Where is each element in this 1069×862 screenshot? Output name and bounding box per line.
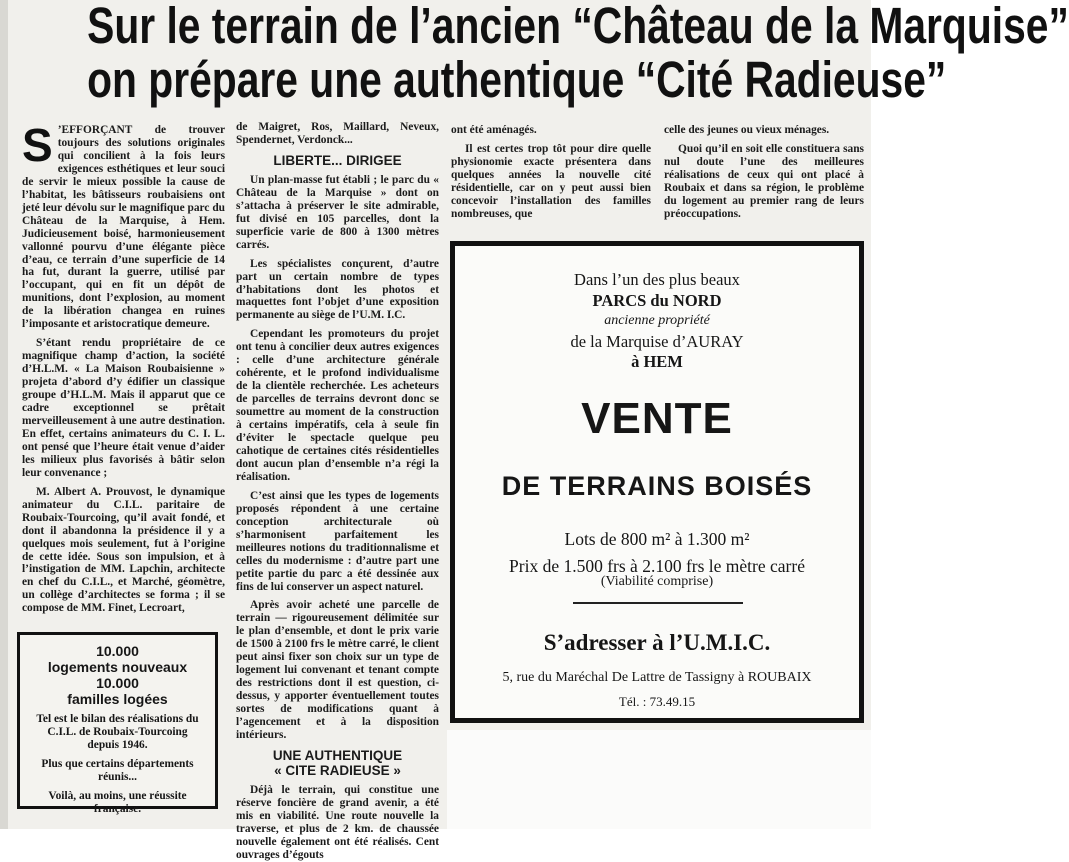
drop-cap: S: [22, 119, 53, 171]
subheading-liberte-dirigee: LIBERTE... DIRIGEE: [273, 152, 402, 168]
ad-prix: Prix de 1.500 frs à 2.100 frs le mètre carré: [509, 556, 805, 576]
advertisement-box: [450, 241, 864, 723]
subheading-line: « CITE RADIEUSE »: [274, 762, 401, 778]
paragraph: Après avoir acheté une parcelle de terrain — rigoureusement délimitée sur le plan d’ensemble, et dont le prix varie de 1500 à 2100 frs le mètre carré, le client peut ainsi fixer son choix sur un type de logement lui convenant et tenant compte des restrictions dont il est question, ci-dessus, y apporter éventuellement toutes sortes de modifications quant à l’agencement et à la disposition intérieurs.: [236, 599, 439, 741]
stats-text: Tel est le bilan des réalisations du C.I.L. de Roubaix-Tourcoing depuis 1946.: [36, 713, 199, 751]
ad-lots: Lots de 800 m² à 1.300 m²: [564, 529, 750, 549]
article-column-2: [236, 121, 439, 861]
article-column-1: [22, 119, 225, 624]
paragraph: ’EFFORÇANT de trouver toujours des solutions originales qui concilient à la fois leurs exigences esthétiques et leur souci de servir le mieux possible la cause de l’habitat, les bâtisseurs roubaisiens ont jeté leur dévolu sur le magnifique parc du Château de la Marquise, à Hem. Judicieusement boisé, harmonieusement vallonné pourvu d’une élégante pièce d’eau, ce terrain d’une superficie de 14 ha fut, durant la guerre, utilisé par l’occupant, qui en fit un dépôt de munitions, dont l’explosion, au moment de la libération changea en ruines l’imposante et aristocratique demeure.: [22, 124, 225, 331]
paragraph: M. Albert A. Prouvost, le dynamique animateur du C.I.L. paritaire de Roubaix-Tourcoing, qu’il avait fondé, et dont il abandonna la présidence il y a quelques mois seulement, fut à l’origine de cette idée. Sous son impulsion, et à l’instigation de MM. Lapchin, architecte en chef du C.I.L., et Marché, géomètre, un collège d’architectes se forma ; il se compose de MM. Finet, Lecroart,: [22, 485, 225, 615]
ad-intro: Dans l’un des plus beaux: [574, 270, 740, 289]
ad-hem: à HEM: [631, 352, 683, 371]
article-column-4: [664, 124, 864, 220]
ad-vente: VENTE: [581, 394, 733, 443]
ad-terrains: DE TERRAINS BOISÉS: [501, 471, 813, 501]
paragraph: Quoi qu’il en soit elle constituera sans nul doute l’une des meilleures réalisations de ceux qui ont placé à Roubaix et dans sa région, le problème du logement au premier rang de leurs préoccupations.: [664, 142, 864, 220]
paragraph: ont été aménagés.: [451, 124, 537, 136]
paragraph: Déjà le terrain, qui constitue une réserve foncière de grand avenir, a été mis en viabilité. Une route nouvelle la traverse, et plus de 2 km. de chaussée nouvelle également ont été réalisés. Cent ouvrages d’égouts: [236, 783, 439, 861]
ad-propriete: ancienne propriété: [604, 313, 710, 328]
ad-parcs: PARCS du NORD: [592, 291, 722, 310]
ad-contact: S’adresser à l’U.M.I.C.: [543, 630, 771, 655]
ad-address: 5, rue du Maréchal De Lattre de Tassigny à ROUBAIX: [502, 670, 812, 685]
stats-label: logements nouveaux: [47, 659, 188, 675]
ad-viabilite: (Viabilité comprise): [600, 574, 714, 589]
stats-figure: 10.000: [96, 643, 139, 659]
subheading-line: UNE AUTHENTIQUE: [272, 747, 403, 763]
article-column-3: [451, 124, 651, 220]
stats-figure: 10.000: [96, 675, 139, 691]
stats-text: Voilà, au moins, une réussite française.: [48, 790, 187, 815]
headline-line-1: Sur le terrain de l’ancien “Château de la Marquise”: [87, 0, 1069, 54]
paragraph: C’est ainsi que les types de logements proposés répondent à une certaine conception architecturale où s’harmonisent parfaitement les meilleures notions du traditionnalisme et celles du modernisme : d’autre part une petite partie du parc a été dessinée aux fins de lui conserver un aspect naturel.: [236, 489, 439, 593]
blank-area: [447, 730, 871, 829]
ad-divider: [573, 602, 743, 604]
paragraph: Il est certes trop tôt pour dire quelle physionomie exacte présentera dans quelques années la nouvelle cité résidentielle, car on y peut aussi bien concevoir l’installation des familles nombreuses, que: [451, 142, 651, 220]
stats-text: Plus que certains départements réunis...: [41, 758, 194, 783]
paragraph: Un plan-masse fut établi ; le parc du « Château de la Marquise » dont on s’attacha à préserver le site admirable, fut divisé en 105 parcelles, dont la superficie varie de 800 à 1300 mètres carrés.: [236, 173, 439, 251]
ad-marquise: de la Marquise d’AURAY: [570, 332, 744, 351]
stats-label: familles logées: [67, 691, 168, 707]
stats-box: [17, 632, 218, 815]
headline-line-2: on prépare une authentique “Cité Radieuse”: [87, 51, 947, 108]
paragraph: de Maigret, Ros, Maillard, Neveux, Spendernet, Verdonck...: [236, 121, 439, 146]
paragraph: S’étant rendu propriétaire de ce magnifique champ d’action, la société d’H.L.M. « La Maison Roubaisienne » projeta d’abord d’y édifier un classique groupe d’H.L.M. Mais il apparut que ce cadre exceptionnel se prêtait merveilleusement à une autre destination. En effet, certains animateurs du C. I. L. ont pensé que l’heure était venue d’aider les milieux plus favorisés à bâtir selon leur convenance ;: [22, 337, 225, 479]
paragraph: Cependant les promoteurs du projet ont tenu à concilier deux autres exigences : celle d’une architecture générale cohérente, et le profond individualisme de la clientèle recherchée. Les acheteurs de parcelles de terrains devront donc se soumettre au moment de la construction à certains impératifs, cela à seule fin d’éviter le spectacle quelque peu cahotique de certaines cités résidentielles dont aucun plan d’ensemble n’a régi la réalisation.: [236, 328, 439, 483]
paragraph: celle des jeunes ou vieux ménages.: [664, 124, 830, 136]
paragraph: Les spécialistes conçurent, d’autre part un certain nombre de types d’habitations dont les photos et maquettes font l’objet d’une exposition permanente au siège de l’U.M. I.C.: [236, 257, 439, 322]
clipping-edge: [0, 0, 8, 829]
ad-telephone: Tél. : 73.49.15: [618, 694, 696, 709]
subheading-authentique: [236, 748, 439, 778]
